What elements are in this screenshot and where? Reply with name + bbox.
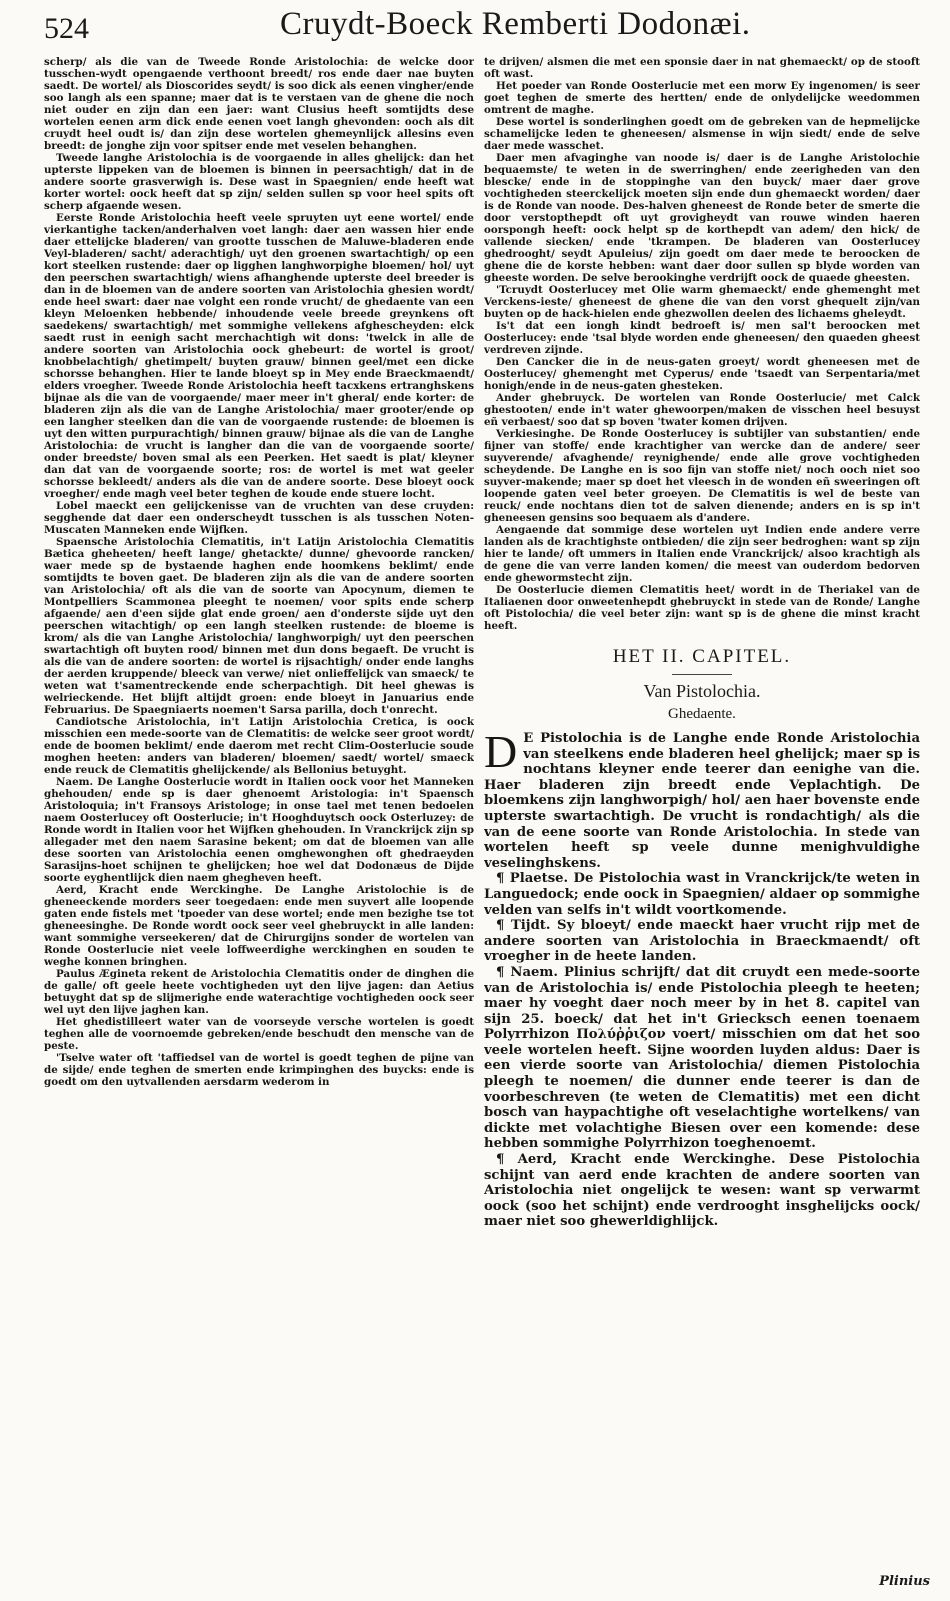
left-paragraph: Paulus Ægineta rekent de Aristolochia Clematitis onder de dinghen die de galle/ oft geele heete vochtigheden uyt den lijve jagen: dan Aetius betuyght dat sp de slijmerighe ende waterachtige vochtigheden oock seer wel uyt den lijve jaghen kan. bbox=[44, 968, 474, 1016]
running-title: Cruydt-Boeck Remberti Dodonæi. bbox=[280, 6, 751, 42]
page-number: 524 bbox=[44, 12, 89, 45]
left-paragraph: Tweede langhe Aristolochia is de voorgaende in alles ghelijck: dan het upterste lippeken van de bloemen is binnen in peersachtigh/ dat in de andere soorte grasverwigh is. Dese wast in Spaegnien/ ende heeft wat korter wortel: oock heeft dat sp zijn/ selden sullen sp voor heel spits oft scherp afgaende wesen. bbox=[44, 152, 474, 212]
chapter-paragraph: ¶ Naem. Plinius schrijft/ dat dit cruydt een mede-soorte van de Aristolochia is/ ende Pistolochia pleegh te heeten; maer hy voeght daer noch meer by in het 8. capitel van sijn 25. boeck/ dat het in't Griecksch eenen toenaem Polyrrhizon Πολύῤῥιζον voert/ misschien om dat het soo veele wortelen heeft. Sijne woorden luyden aldus: Daer is een vierde soorte van Aristolochia/ diemen Pistolochia pleegh te noemen/ die dunner ende teerer is dan de voorbeschreven (te weten de Clematitis) met een dicht bosch van haypachtighe oft veselachtighe wortelkens/ van dickte met volachtighe Biesen over een komende: dese hebben sommighe Polyrrhizon toeghenoemt. bbox=[484, 964, 920, 1152]
right-paragraph: Aengaende dat sommige dese wortelen uyt Indien ende andere verre landen als de krachtighste ontbieden/ die zijn seer bedroghen: want sp zijn hier te lande/ oft ummers in Italien ende Vranckrijck/ alsoo krachtigh als de gene die van verre landen komen/ die meest van ouderdom bedorven ende ghewormstecht zijn. bbox=[484, 524, 920, 584]
right-paragraph: Daer men afvaginghe van noode is/ daer is de Langhe Aristolochie bequaemste/ te weten in de swerringhen/ ende zeerigheden van den blescke/ ende in de stoppinghe van den buyck/ maer daer grove vochtigheden steerckelijck moeten sijn ende dun ghemaeckt worden/ daer is de Ronde van noode. Des-halven gheneest de Ronde beter de smerte die door verstopthepdt oft uyt grovigheydt van rouwe winden haeren oorspongh heeft: oock helpt sp de korthepdt van adem/ den hick/ de vallende siecken/ ende 'tkrampen. De bladeren van Oosterlucey ghedrooght/ seydt Apuleius/ zijn goedt om daer mede te beroocken de ghene die de korste hebben: want daer door sullen sp blyde worden van gheeste worden. De selve berookinghe verdrijft oock de quaede gheesten. bbox=[484, 152, 920, 284]
right-paragraph: Is't dat een iongh kindt bedroeft is/ men sal't beroocken met Oosterlucey: ende 'tsal blyde worden ende gheneesen/ den quaeden gheest verdreven zijnde. bbox=[484, 320, 920, 356]
section-label: Ghedaente. bbox=[668, 706, 736, 722]
chapter-paragraph: ¶ Plaetse. De Pistolochia wast in Vranckrijck/te weten in Languedock; ende oock in Spaegnien/ aldaer op sommighe velden van selfs in't wildt voortkomende. bbox=[484, 871, 920, 918]
left-paragraph: Naem. De Langhe Oosterlucie wordt in Italien oock voor het Manneken ghehouden/ ende sp is daer ghenoemt Aristologia: in't Spaensch Aristoloquia; in't Fransoys Aristologe; in onse tael met tenen bedoelen naem Oosterlucey oft Oosterlucie; in't Hooghduytsch oock Osterluzey: de Ronde wordt in Italien voor het Wijfken ghehouden. In Vranckrijck zijn sp allegader met den naem Sarasine bekent; om dat de bloemen van alle dese soorten van Aristolochia eenen omghewonghen oft ghedraeyden Sarasijns-hoet schijnen te ghelijcken; hoe wel dat Dodonæus de Dijde soorte eyghentlijck dien naem ghegheven heeft. bbox=[44, 776, 474, 884]
chapter-body bbox=[484, 726, 920, 1230]
right-paragraph: te drijven/ alsmen die met een sponsie daer in nat ghemaeckt/ op de stooft oft wast. bbox=[484, 56, 920, 80]
left-paragraph: Spaensche Aristolochia Clematitis, in't Latijn Aristolochia Clematitis Bætica gheheeten/ heeft lange/ ghetackte/ dunne/ ghevoorde rancken/ waer mede sp de bystaende haghen ende hoomkens beklimt/ ende somtijdts te boven gaet. De bladeren zijn als die van de andere soorten van Aristolochia/ oft als die van de soorte van Apocynum, diemen te Montpelliers Scammonea pleeght te noemen/ voor spits ende scherp afgaende/ aen d'een sijde glat ende groen/ aen d'onderste sijde uyt den peerschen witachtigh/ op een langh steelken rustende: de bloeme is krom/ als die van Langhe Aristolochia/ langhworpigh/ uyt den peerschen swartachtigh oft buyten rood/ binnen met dun dons begaeft. De vrucht is als die van de andere soorten: de wortel is rijsachtigh/ onder ende langhs der aerden kruppende/ bleeck van verwe/ niet onlieffelijck van smaeck/ te weten wat t'samentreckende ende scherpachtigh. Dit heel ghewas is welrieckende. Het blijft altijdt groen: ende bloeyt in Januarius ende Februarius. De Spaegniaerts noemen't Sarsa parilla, doch t'onrecht. bbox=[44, 536, 474, 716]
chapter-paragraph-text: E Pistolochia is de Langhe ende Ronde Aristolochia van steelkens ende bladeren heel ghelijck; maer sp is nochtans kleyner ende teerer dan eenighe van die. Haer bladeren zijn breedt ende Veplachtigh. De bloemkens zijn langhworpigh/ hol/ aen haer bovenste ende upterste swartachtigh. De vrucht is rondachtigh/ als die van de eene soorte van Ronde Aristolochia. In stede van wortelen heeft sp veele dunne menighvuldighe veselinghskens. bbox=[484, 731, 920, 871]
chapter-paragraph: ¶ Aerd, Kracht ende Werckinghe. Dese Pistolochia schijnt van aerd ende krachten de andere soorten van Aristolochia niet ongelijck te wesen: want sp verwarmt oock (soo het schijnt) ende verdrooght insghelijcks oock/ maer niet soo ghewerldighlijck. bbox=[484, 1152, 920, 1230]
left-paragraph: Het ghedistilleert water van de voorseyde versche wortelen is goedt teghen alle de voornoemde gebreken/ende beschudt den mensche van de peste. bbox=[44, 1016, 474, 1052]
chapter-heading: HET II. CAPITEL. bbox=[612, 646, 792, 667]
drop-cap: D bbox=[484, 726, 518, 777]
heading-rule bbox=[672, 674, 732, 675]
page-header bbox=[0, 0, 950, 58]
chapter-section bbox=[484, 646, 920, 1230]
right-paragraph: Het poeder van Ronde Oosterlucie met een morw Ey ingenomen/ is seer goet teghen de smerte des hertten/ ende de onlydelijcke weedommen omtrent de maghe. bbox=[484, 80, 920, 116]
right-paragraph: Ander ghebruyck. De wortelen van Ronde Oosterlucie/ met Calck ghestooten/ ende in't water ghewoorpen/maken de visschen heel besuyst eñ verbaest/ soo dat sp boven 'twater komen drijven. bbox=[484, 392, 920, 428]
left-paragraph: scherp/ als die van de Tweede Ronde Aristolochia: de welcke door tusschen-wydt opengaende verthoont breedt/ ros ende daer nae buyten saedt. De wortel/ als Dioscorides seydt/ is soo dick als eenen vingher/ende soo langh als een spanne; maer dat is te verstaen van de ghene die noch niet ouder en zijn dan een jaer: want Clusius heeft somtijdts dese wortelen eenen arm dick ende eenen voet langh ghevonden: ooch als dit cruydt heel oudt is/ dan zijn dese wortelen ghemeynlijck allesins even breedt: de jonghe zijn voor spitser ende met veselen behanghen. bbox=[44, 56, 474, 152]
left-paragraph: Aerd, Kracht ende Werckinghe. De Langhe Aristolochie is de gheneeckende morders seer toegedaen: ende men suyvert alle loopende gaten ende fistels met 'tpoeder van dese wortel; ende men bezighe tse tot gheneesinghe. De Ronde wordt oock seer veel ghebruyckt in alle landen: want sommighe verseekeren/ dat de Chirurgijns sonder de wortelen van Ronde Oosterlucie niet veele loffweerdighe werckinghen en souden te weghe konnen bringhen. bbox=[44, 884, 474, 968]
right-paragraph: 'Tcruydt Oosterlucey met Olie warm ghemaeckt/ ende ghemenght met Verckens-ieste/ gheneest de ghene die van den vorst ghequelt zijn/van buyten op de hack-hielen ende ghezwollen deelen des lichaems gheleydt. bbox=[484, 284, 920, 320]
left-paragraph: Lobel maeckt een gelijckenisse van de vruchten van dese cruyden: segghende dat daer een onderscheydt tusschen is als tusschen Noten-Muscaten Manneken ende Wijfken. bbox=[44, 500, 474, 536]
chapter-paragraph: ¶ Tijdt. Sy bloeyt/ ende maeckt haer vrucht rijp met de andere soorten van Aristolochia in Braeckmaendt/ oft vroegher in de heete landen. bbox=[484, 918, 920, 965]
left-paragraph: Eerste Ronde Aristolochia heeft veele spruyten uyt eene wortel/ ende vierkantighe tacken/anderhalven voet langh: daer aen wassen hier ende daer ettelijcke bladeren/ van grootte tusschen de Maluwe-bladeren ende Veyl-bladeren/ sacht/ aderachtigh/ uyt den groenen swartachtigh/ op een kort steelken rustende: daer op ligghen langhworpighe bloemen/ hol/ uyt den peerschen swartachtigh/ wiens afhanghende upterste deel breeder is dan in de bloemen van de andere soorten van Aristolochia ghesien wordt/ ende heel swart: daer nae volght een ronde vrucht/ de ghedaente van een kleyn Meloenken hebbende/ inhoudende veele breede greynkens oft saedekens/ swartachtigh/ met sommighe vellekens afghescheyden: elck saedt rust in eenigh sacht merchachtigh wit dons: 'twelck in alle de andere soorten van Aristolochia oock ghebeurt: de wortel is groot/ knobbelachtigh/ ghetimpelt/ buyten grauw/ binnen geel/met een dicke schorsse behanghen. Hier te lande bloeyt sp in Mey ende Braeckmaendt/ elders vroegher. Tweede Ronde Aristolochia heeft tacxkens ertranghskens bijnae als die van de voorgaende/ maer meer in't gheral/ ende korter: de bladeren zijn als die van de Langhe Aristolochia/ maer grooter/ende op een langher steelken dan die van de voorgaende rustende: de bloemen is uyt den witten purpurachtigh/ binnen grauw/ bijnae als die van de Langhe Aristolochia: de vrucht is langher dan die van de voorgaende soorte/ onder breedste/ boven smal als een Peerken. Het saedt is plat/ kleyner dan dat van de voorgaende soorte; ros: de wortel is met wat geeler schorsse bekleedt/ anders als die van de andere soorte. Dese bloeyt oock vroegher/ ende magh veel beter teghen de koude ende stuere locht. bbox=[44, 212, 474, 500]
right-paragraph: Verkiesinghe. De Ronde Oosterlucey is subtijler van substantien/ ende fijner van stoffe/ ende krachtigher van wercke dan de andere/ seer suyverende/ afvaghende/ reynighende/ ende alle grove vochtigheden scheydende. De Langhe en is soo fijn van stoffe niet/ noch ooch niet soo suyver-makende; maer sp doet het vleesch in de wonden eñ sweeringen oft loopende gaten veel beter groeyen. De Clematitis is wel de beste van reuck/ ende nochtans dien tot de salven dienende; anders en is sp in't gheneesen gensins soo bequaem als d'andere. bbox=[484, 428, 920, 524]
left-paragraph: 'Tselve water oft 'taffiedsel van de wortel is goedt teghen de pijne van de sijde/ ende teghen de smerten ende krimpinghen des buycks: ende is goedt om den uytvallenden aersdarm wederom in bbox=[44, 1052, 474, 1088]
left-column bbox=[44, 56, 474, 1496]
chapter-title: Van Pistolochia. bbox=[643, 681, 761, 701]
right-paragraph: Den Cancker die in de neus-gaten groeyt/ wordt gheneesen met de Oosterlucey/ ghemenght met Cyperus/ ende 'tsaedt van Serpentaria/met honigh/ende in de neus-gaten ghesteken. bbox=[484, 356, 920, 392]
left-paragraph: Candiotsche Aristolochia, in't Latijn Aristolochia Cretica, is oock misschien een mede-soorte van de Clematitis: de welcke seer groot wordt/ ende de boomen beklimt/ ende daerom met recht Clim-Oosterlucie soude moghen heeten: anders van bladeren/ bloemen/ saedt/ wortel/ smaeck ende reuck de Clematitis ghelijckende/ als Bellonius betuyght. bbox=[44, 716, 474, 776]
right-paragraph: Dese wortel is sonderlinghen goedt om de gebreken van de hepmelijcke schamelijcke leden te gheneesen/ alsmense in wijn siedt/ ende de selve daer mede wasschet. bbox=[484, 116, 920, 152]
right-column bbox=[484, 56, 920, 1576]
chapter-paragraph bbox=[484, 726, 920, 871]
catchword: Plinius bbox=[879, 1574, 930, 1589]
right-paragraph: De Oosterlucie diemen Clematitis heet/ wordt in de Theriakel van de Italiaenen door onweetenhepdt ghebruyckt in stede van de Ronde/ Langhe oft Pistolochia/ die veel beter zijn: want sp is de ghene die minst kracht heeft. bbox=[484, 584, 920, 632]
